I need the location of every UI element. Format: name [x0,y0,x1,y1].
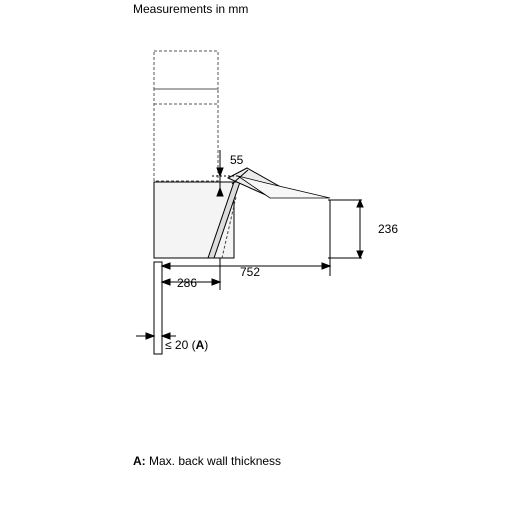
label-286: 286 [177,276,198,290]
footnote-text: Max. back wall thickness [145,454,282,468]
footnote-key: A: [133,454,146,468]
hood-body [154,182,240,258]
footnote [133,454,281,468]
dimension-236 [328,200,363,276]
back-wall [154,262,162,354]
label-wall-thickness [165,338,208,352]
label-236: 236 [378,222,399,236]
wall-thickness-suffix: ) [204,338,209,352]
label-752: 752 [240,265,261,279]
wall-thickness-ref: A [195,338,205,352]
chimney-outline [154,51,218,181]
canopy-panel [222,168,330,258]
wall-thickness-prefix: ≤ 20 ( [165,338,196,352]
label-55: 55 [230,153,244,167]
measurements-title: Measurements in mm [133,2,249,16]
